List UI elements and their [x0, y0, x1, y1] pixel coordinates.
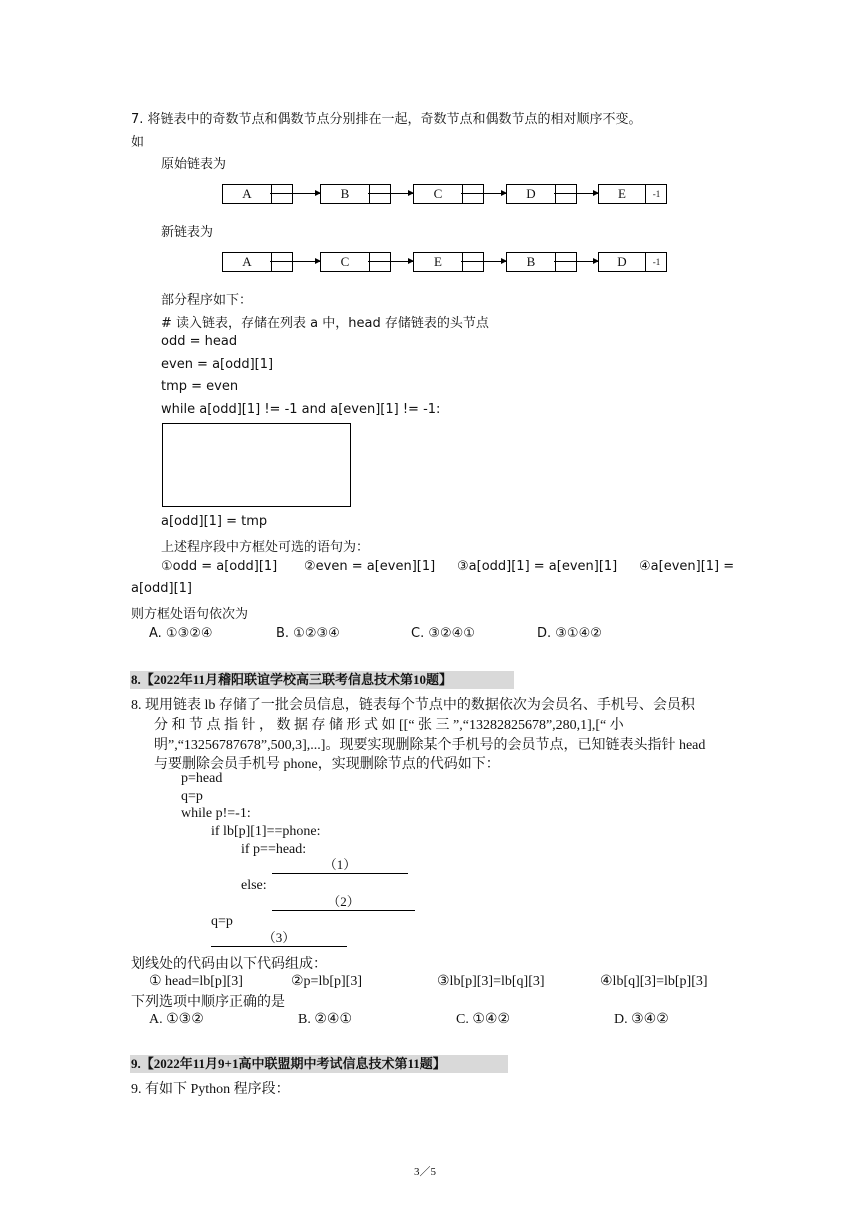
code-line: if lb[p][1]==phone: — [211, 824, 321, 839]
q8-choice-c: C. ①④② — [456, 1012, 510, 1027]
blank-2: （2） — [272, 894, 415, 911]
blank-3: （3） — [211, 930, 347, 947]
q7-option-4-continued: a[odd][1] — [131, 581, 192, 596]
q8-choice-d: D. ③④② — [614, 1012, 669, 1027]
q7-choice-c: C. ③②④① — [411, 626, 475, 641]
code-line: tmp = even — [161, 379, 239, 394]
node-pointer — [462, 185, 484, 203]
q8-compose-label: 划线处的代码由以下代码组成： — [131, 957, 327, 972]
node-end-marker: -1 — [645, 185, 667, 203]
node-value: D — [526, 186, 536, 201]
q8-stem-line1: 8. 现用链表 lb 存储了一批会员信息，链表每个节点中的数据依次为会员名、手机号、会员积 — [131, 698, 695, 713]
code-line: p=head — [181, 771, 223, 786]
node-pointer — [462, 253, 484, 271]
code-line: odd = head — [161, 334, 238, 349]
q8-stem-line4: 与要删除会员手机号 phone，实现删除节点的代码如下： — [154, 757, 500, 772]
q8-item-3: ③lb[p][3]=lb[q][3] — [437, 974, 545, 989]
q7-question: 则方框处语句依次为 — [131, 607, 249, 622]
q7-partial-program-label: 部分程序如下： — [161, 293, 253, 308]
q7-stem-line1: 7. 将链表中的奇数节点和偶数节点分别排在一起，奇数节点和偶数节点的相对顺序不变。 — [131, 112, 642, 127]
node-value: D — [617, 254, 627, 269]
q7-option-2: ②even = a[even][1] — [304, 559, 436, 574]
node-pointer — [555, 253, 577, 271]
q8-source-header: 8.【2022年11月稽阳联谊学校高三联考信息技术第10题】 — [130, 671, 514, 689]
q8-item-2: ②p=lb[p][3] — [291, 974, 362, 989]
q8-choice-b: B. ②④① — [298, 1012, 352, 1027]
code-line: if p==head: — [241, 842, 307, 857]
q7-stem-line2: 如 — [131, 135, 145, 150]
q8-item-4: ④lb[q][3]=lb[p][3] — [600, 974, 708, 989]
answer-box — [162, 423, 351, 507]
code-line: q=p — [211, 914, 233, 929]
q7-choice-d: D. ③①④② — [537, 626, 602, 641]
code-line: # 读入链表，存储在列表 a 中，head 存储链表的头节点 — [161, 316, 489, 331]
list-node — [506, 252, 577, 272]
list-node — [222, 252, 293, 272]
arrow — [368, 261, 413, 262]
arrow — [461, 261, 506, 262]
code-line: q=p — [181, 789, 203, 804]
node-pointer — [369, 185, 391, 203]
q7-new-list-label: 新链表为 — [161, 225, 214, 240]
list-node — [222, 184, 293, 204]
q7-option-1: ①odd = a[odd][1] — [161, 559, 278, 574]
node-end-marker: -1 — [645, 253, 667, 271]
code-line: while a[odd][1] != -1 and a[even][1] != -1: — [161, 402, 441, 417]
arrow — [368, 193, 413, 194]
arrow — [554, 261, 598, 262]
code-line: even = a[odd][1] — [161, 357, 274, 372]
q7-options-intro: 上述程序段中方框处可选的语句为： — [161, 540, 370, 555]
q8-stem-line2: 分 和 节 点 指 针 ， 数 据 存 储 形 式 如 [[“ 张 三 ”,“13282825678”,280,1],[“ 小 — [154, 718, 624, 733]
q8-question: 下列选项中顺序正确的是 — [131, 995, 285, 1010]
arrow — [554, 193, 598, 194]
node-pointer — [271, 253, 293, 271]
q7-original-list-label: 原始链表为 — [161, 157, 227, 172]
node-value: B — [340, 186, 350, 201]
arrow — [270, 261, 320, 262]
q8-item-1: ① head=lb[p][3] — [149, 974, 243, 989]
node-value: A — [242, 186, 252, 201]
node-value: E — [434, 254, 442, 269]
list-node — [598, 252, 667, 272]
arrow — [270, 193, 320, 194]
node-value: C — [433, 186, 443, 201]
code-line: while p!=-1: — [181, 806, 251, 821]
node-value: C — [340, 254, 350, 269]
q7-option-4: ④a[even][1] = — [639, 559, 735, 574]
list-node — [598, 184, 667, 204]
page-number: 3／5 — [414, 1166, 436, 1178]
q7-choice-b: B. ①②③④ — [276, 626, 340, 641]
list-node — [413, 184, 484, 204]
node-pointer — [555, 185, 577, 203]
node-value: B — [526, 254, 536, 269]
q9-source-header: 9.【2022年11月9+1高中联盟期中考试信息技术第11题】 — [130, 1055, 508, 1073]
node-value: E — [618, 186, 626, 201]
list-node — [320, 184, 391, 204]
list-node — [506, 184, 577, 204]
q8-stem-line3: 明”,“13256787678”,500,3],...]。现要实现删除某个手机号的会员节点，已知链表头指针 head — [154, 738, 706, 753]
node-pointer — [271, 185, 293, 203]
code-line: else: — [241, 878, 267, 893]
arrow — [461, 193, 506, 194]
q7-option-3: ③a[odd][1] = a[even][1] — [457, 559, 618, 574]
list-node — [320, 252, 391, 272]
list-node — [413, 252, 484, 272]
node-value: A — [242, 254, 252, 269]
code-line: a[odd][1] = tmp — [161, 514, 268, 529]
node-pointer — [369, 253, 391, 271]
q7-choice-a: A. ①③②④ — [149, 626, 213, 641]
blank-1: （1） — [272, 857, 408, 874]
q9-stem-line1: 9. 有如下 Python 程序段： — [131, 1082, 290, 1097]
q8-choice-a: A. ①③② — [149, 1012, 204, 1027]
